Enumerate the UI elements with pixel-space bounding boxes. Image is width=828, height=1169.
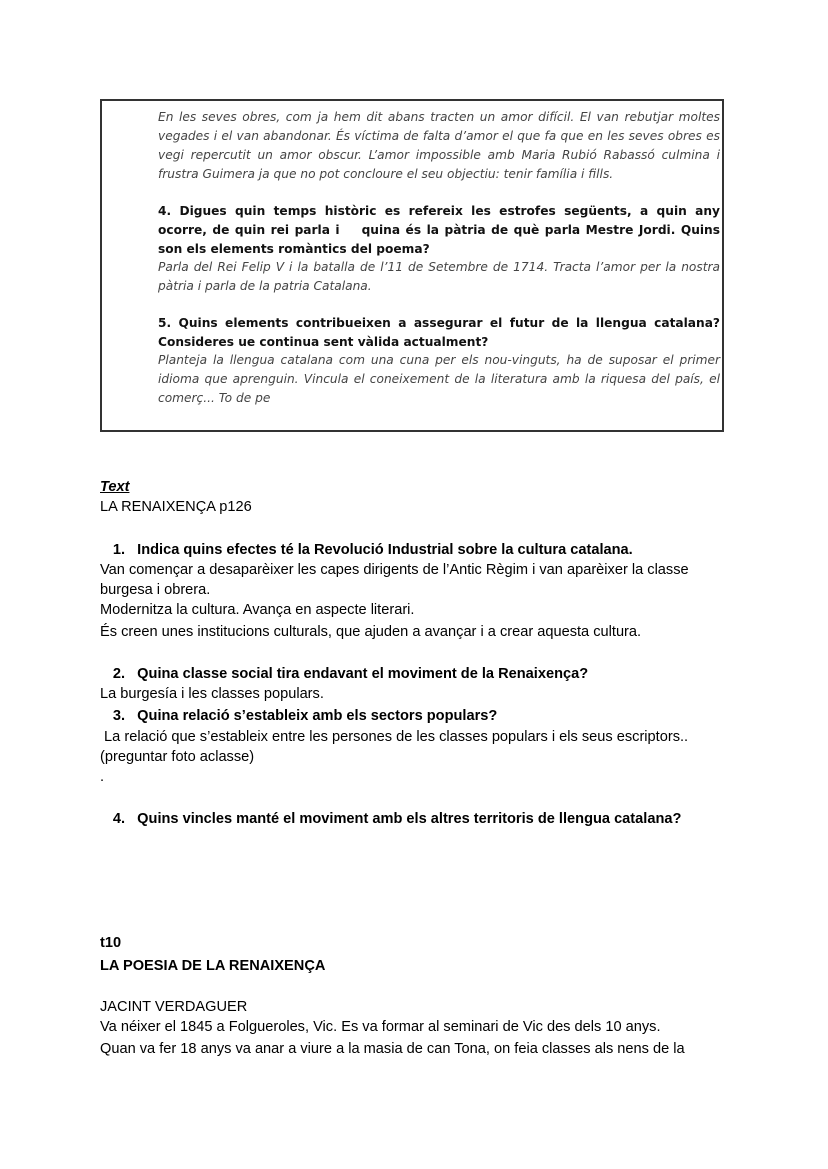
text-heading: Text: [100, 479, 130, 495]
question-4-text: 4. Quins vincles manté el moviment amb els altres territoris de llengua catalana?: [112, 811, 682, 827]
answer-4: Parla del Rei Felip V i la batalla de l’11 de Setembre de 1714. Tracta l’amor per la nostra pàtria i parla de la patria Catalana.: [158, 260, 720, 293]
t10-label: t10: [100, 935, 122, 951]
author-name: JACINT VERDAGUER: [100, 999, 248, 1015]
t10-title: LA POESIA DE LA RENAIXENÇA: [100, 958, 326, 974]
question-1: 1. Indica quins efectes té la Revolució Industrial sobre la cultura catalana.: [112, 542, 633, 558]
bio-line: Quan va fer 18 anys va anar a viure a la masia de can Tona, on feia classes als nens de la: [100, 1041, 685, 1057]
answer-line: .: [100, 769, 105, 785]
question-4: 4. Digues quin temps històric es refereix les estrofes següents, a quin any ocorre, de quin rei parla i quina és la pàtria de què parla Mestre Jordi. Quins son els elements romàntics del poema?: [158, 204, 720, 256]
answer-line: La burgesía i les classes populars.: [100, 686, 324, 702]
answer-line: És creen unes institucions culturals, que ajuden a avançar i a crear aquesta cultura.: [100, 624, 642, 640]
intro-paragraph: En les seves obres, com ja hem dit abans tracten un amor difícil. El van rebutjar moltes vegades i el van abandonar. És víctima de falta d’amor el que fa que en les seves obres es vegi repercutit un amor obscur. L’amor impossible amb Maria Rubió Rabassó culmina i frustra Guimera ja que no pot concloure el seu objectiu: tenir família i fills.: [158, 110, 720, 181]
question-3: 3. Quina relació s’estableix amb els sectors populars?: [112, 708, 498, 724]
question-5: 5. Quins elements contribueixen a assegurar el futur de la llengua catalana? Consideres ue continua sent vàlida actualment?: [158, 316, 720, 349]
text-subtitle: LA RENAIXENÇA p126: [100, 499, 252, 515]
answer-line: Modernitza la cultura. Avança en aspecte literari.: [100, 602, 415, 618]
answer-line: Van començar a desaparèixer les capes dirigents de l’Antic Règim i van aparèixer la classe: [100, 562, 689, 578]
answer-5: Planteja la llengua catalana com una cuna per els nou-vinguts, ha de suposar el primer idioma que aprenguin. Vincula el coneixement de la literatura amb la riquesa del país, el comerç... To de pe: [158, 353, 720, 405]
answer-line: La relació que s’estableix entre les persones de les classes populars i els seus escriptors..: [100, 729, 689, 745]
question-2: 2. Quina classe social tira endavant el moviment de la Renaixença?: [112, 666, 589, 682]
bio-line: Va néixer el 1845 a Folgueroles, Vic. Es va formar al seminari de Vic des dels 10 anys.: [100, 1019, 661, 1035]
answer-line: (preguntar foto aclasse): [100, 749, 255, 765]
answer-line: burgesa i obrera.: [100, 582, 211, 598]
